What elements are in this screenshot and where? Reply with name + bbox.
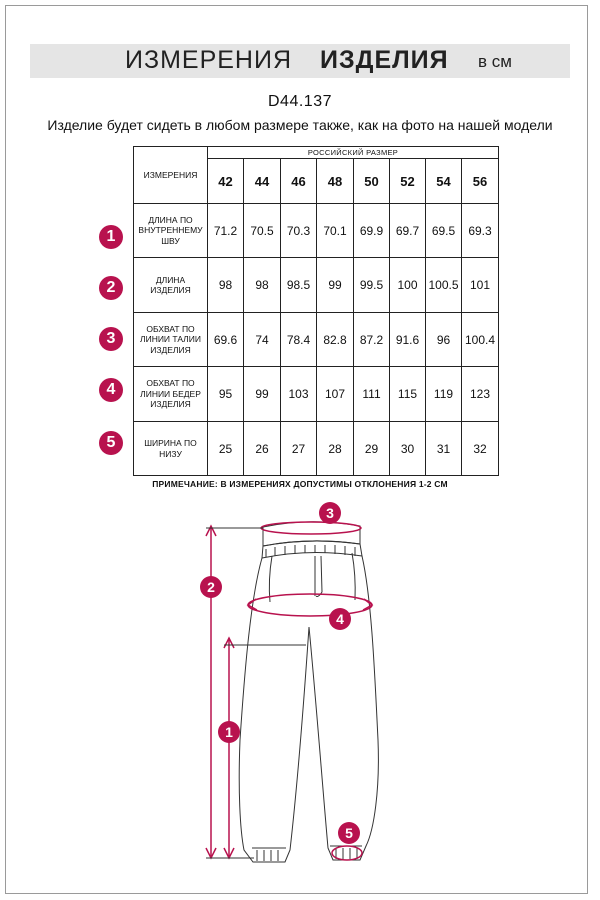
- value-cell: 119: [426, 367, 462, 422]
- value-cell: 99: [317, 258, 354, 313]
- measure-header: ИЗМЕРЕНИЯ: [134, 147, 208, 204]
- size-header-cell: 50: [354, 159, 390, 204]
- diagram-label-outer-length: 2: [200, 576, 222, 598]
- row-number-marker: 1: [99, 225, 123, 249]
- measure-name-line: НИЗУ: [159, 448, 182, 459]
- value-cell: 69.3: [462, 204, 499, 258]
- value-cell: 100.4: [462, 313, 499, 367]
- measure-name-line: ЛИНИИ ТАЛИИ: [140, 334, 201, 345]
- value-cell: 96: [426, 313, 462, 367]
- measure-name-line: ИЗДЕЛИЯ: [150, 344, 191, 355]
- value-cell: 69.9: [354, 204, 390, 258]
- value-cell: 71.2: [208, 204, 244, 258]
- value-cell: 69.5: [426, 204, 462, 258]
- size-header-cell: 42: [208, 159, 244, 204]
- value-cell: 70.1: [317, 204, 354, 258]
- measure-name-line: ОБХВАТ ПО: [146, 378, 195, 389]
- diagram-label-hem: 5: [338, 822, 360, 844]
- value-cell: 70.3: [281, 204, 317, 258]
- value-cell: 100: [390, 258, 426, 313]
- measure-name-line: ИЗДЕЛИЯ: [150, 285, 191, 295]
- row-number-marker: 3: [99, 327, 123, 351]
- row-number-marker: 5: [99, 431, 123, 455]
- diagram-label-waist: 3: [319, 502, 341, 524]
- size-header-cell: 52: [390, 159, 426, 204]
- size-header-cell: 44: [244, 159, 281, 204]
- value-cell: 98: [244, 258, 281, 313]
- value-cell: 26: [244, 422, 281, 476]
- value-cell: 98.5: [281, 258, 317, 313]
- hip-measure-ellipse: [248, 594, 372, 616]
- value-cell: 100.5: [426, 258, 462, 313]
- value-cell: 29: [354, 422, 390, 476]
- header-unit: в см: [478, 52, 512, 71]
- value-cell: 103: [281, 367, 317, 422]
- measurement-markers: [206, 522, 372, 860]
- measure-name-line: ДЛИНА ПО: [148, 214, 193, 225]
- size-header-cell: 56: [462, 159, 499, 204]
- fit-subtitle: Изделие будет сидеть в любом размере также, как на фото на нашей модели: [47, 117, 553, 133]
- value-cell: 107: [317, 367, 354, 422]
- guide-lines: [206, 528, 306, 858]
- value-cell: 115: [390, 367, 426, 422]
- value-cell: 98: [208, 258, 244, 313]
- value-cell: 95: [208, 367, 244, 422]
- value-cell: 78.4: [281, 313, 317, 367]
- value-cell: 87.2: [354, 313, 390, 367]
- diagram-label-inseam: 1: [218, 721, 240, 743]
- row-number-marker: 2: [99, 276, 123, 300]
- value-cell: 30: [390, 422, 426, 476]
- value-cell: 91.6: [390, 313, 426, 367]
- waist-measure-ellipse: [261, 522, 361, 534]
- trousers-outline: [239, 522, 378, 862]
- value-cell: 111: [354, 367, 390, 422]
- value-cell: 27: [281, 422, 317, 476]
- value-cell: 99: [244, 367, 281, 422]
- value-cell: 101: [462, 258, 499, 313]
- value-cell: 28: [317, 422, 354, 476]
- measure-name-line: ДЛИНА: [155, 274, 186, 285]
- measure-name-line: ШИРИНА ПО: [144, 438, 197, 448]
- measure-name-line: ВНУТРЕННЕМУ: [138, 225, 203, 236]
- size-header-cell: 46: [281, 159, 317, 204]
- value-cell: 32: [462, 422, 499, 476]
- value-cell: 69.6: [208, 313, 244, 367]
- row-number-marker: 4: [99, 378, 123, 402]
- value-cell: 99.5: [354, 258, 390, 313]
- tolerance-note: ПРИМЕЧАНИЕ: В ИЗМЕРЕНИЯХ ДОПУСТИМЫ ОТКЛОНЕНИЯ 1-2 СМ: [152, 479, 448, 489]
- measure-name-line: ЛИНИИ БЕДЕР: [140, 388, 201, 399]
- measure-name-line: ИЗДЕЛИЯ: [150, 399, 191, 410]
- header-word-product: ИЗДЕЛИЯ: [320, 46, 449, 74]
- size-group-label: РОССИЙСКИЙ РАЗМЕР: [208, 147, 499, 159]
- size-header-cell: 54: [426, 159, 462, 204]
- value-cell: 31: [426, 422, 462, 476]
- diagram-label-hip: 4: [329, 608, 351, 630]
- article-code: D44.137: [268, 93, 332, 110]
- value-cell: 69.7: [390, 204, 426, 258]
- value-cell: 70.5: [244, 204, 281, 258]
- measure-name-line: ШВУ: [161, 235, 180, 246]
- value-cell: 82.8: [317, 313, 354, 367]
- header-word-measurements: ИЗМЕРЕНИЯ: [125, 46, 292, 74]
- value-cell: 25: [208, 422, 244, 476]
- value-cell: 123: [462, 367, 499, 422]
- measure-name-line: ОБХВАТ ПО: [146, 323, 195, 334]
- value-cell: 74: [244, 313, 281, 367]
- size-header-cell: 48: [317, 159, 354, 204]
